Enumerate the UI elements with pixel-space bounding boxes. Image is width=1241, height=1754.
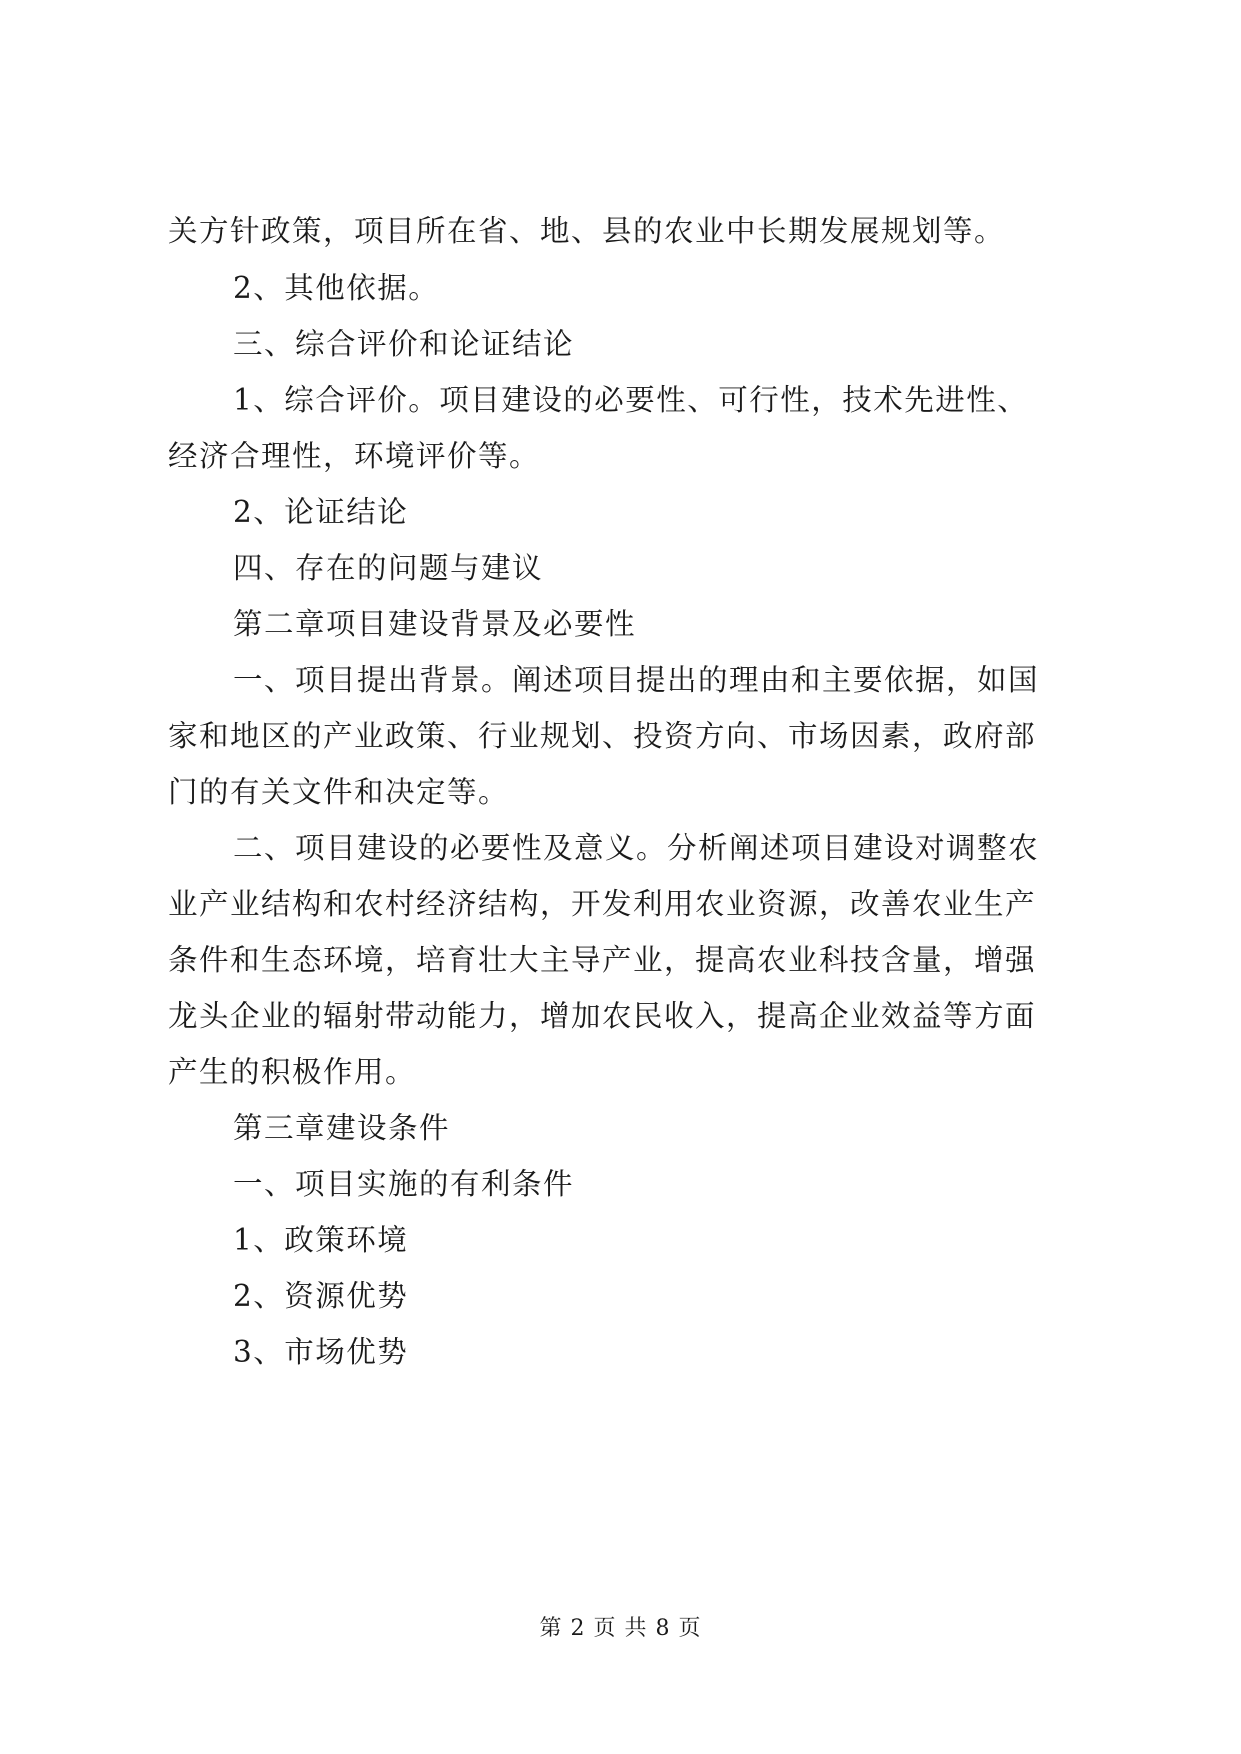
chapter-heading: 第二章项目建设背景及必要性	[233, 607, 637, 641]
paragraph-line: 龙头企业的辐射带动能力，增加农民收入，提高企业效益等方面	[168, 999, 1037, 1033]
section-heading: 三、综合评价和论证结论	[233, 327, 575, 361]
paragraph-line: 一、项目提出背景。阐述项目提出的理由和主要依据，如国	[233, 663, 1040, 697]
paragraph-line: 产生的积极作用。	[168, 1055, 417, 1089]
paragraph-line: 家和地区的产业政策、行业规划、投资方向、市场因素，政府部	[168, 719, 1037, 753]
paragraph-line: 关方针政策，项目所在省、地、县的农业中长期发展规划等。	[168, 214, 1006, 248]
section-heading: 四、存在的问题与建议	[233, 551, 544, 585]
paragraph-line: 门的有关文件和决定等。	[168, 775, 510, 809]
list-item: 3、市场优势	[233, 1335, 409, 1369]
section-heading: 一、项目实施的有利条件	[233, 1167, 575, 1201]
list-item: 1、政策环境	[233, 1223, 409, 1257]
paragraph-line: 业产业结构和农村经济结构，开发利用农业资源，改善农业生产	[168, 887, 1037, 921]
page-number-footer: 第 2 页 共 8 页	[539, 1616, 702, 1641]
paragraph-line: 条件和生态环境，培育壮大主导产业，提高农业科技含量，增强	[168, 943, 1037, 977]
chapter-heading: 第三章建设条件	[233, 1111, 451, 1145]
list-item: 2、资源优势	[233, 1279, 409, 1313]
paragraph-line: 二、项目建设的必要性及意义。分析阐述项目建设对调整农	[233, 831, 1040, 865]
paragraph-line: 1、综合评价。项目建设的必要性、可行性，技术先进性、	[233, 383, 1029, 417]
paragraph-line: 2、其他依据。	[233, 271, 440, 305]
paragraph-line: 2、论证结论	[233, 495, 409, 529]
paragraph-line: 经济合理性，环境评价等。	[168, 439, 541, 473]
